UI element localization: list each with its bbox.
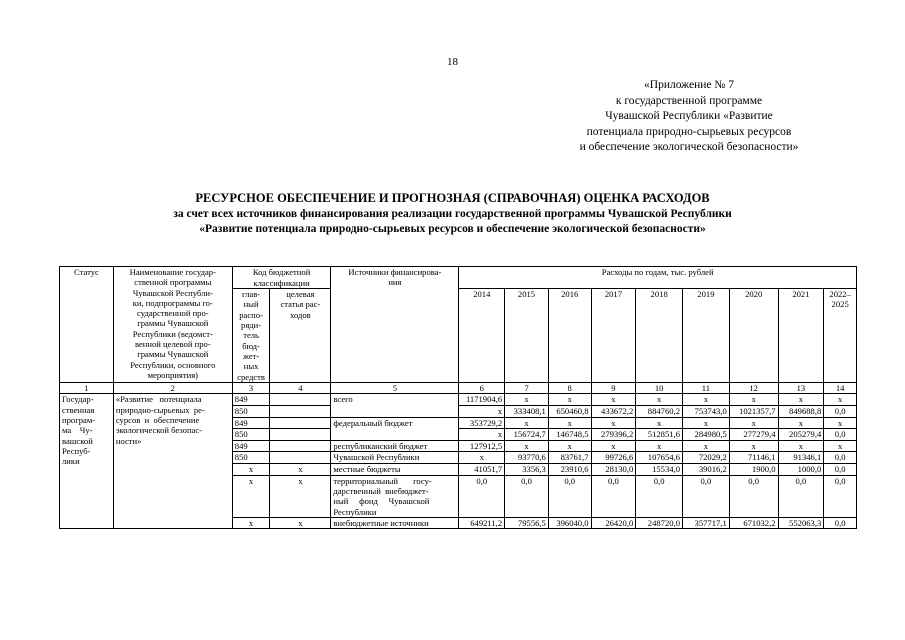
header-target-line: статья рас- (280, 299, 321, 310)
header-sources-line: Источники финансирова- (348, 267, 442, 277)
appendix-line: и обеспечение экологической безопасности» (579, 141, 799, 153)
cell-value: 0,0 (824, 452, 857, 464)
cell-value: x (778, 417, 824, 429)
cell-value: x (591, 417, 636, 429)
document-title (0, 190, 905, 237)
program-name (113, 394, 232, 529)
header-sources-line: ния (388, 277, 402, 288)
cell-value: x (824, 440, 857, 452)
cell-value: 28130,0 (591, 464, 636, 476)
program-status-line: програм- (62, 415, 96, 426)
cell-value: x (459, 429, 505, 441)
cell-value: 0,0 (824, 406, 857, 418)
header-name-line: ственной программы (134, 277, 212, 288)
cell-value: 0,0 (548, 475, 591, 517)
column-number: 2 (113, 382, 232, 394)
cell-value: 3356,3 (505, 464, 549, 476)
cell-value: 396040,0 (548, 517, 591, 529)
program-name-line: природно-сырьевых ре- (115, 404, 205, 415)
header-name-line: Республики, основного (130, 359, 216, 370)
cell-value: 353729,2 (459, 417, 505, 429)
cell-value: x (636, 417, 683, 429)
cell-value: 83761,7 (548, 452, 591, 464)
column-number: 7 (505, 382, 549, 394)
header-main-manager (232, 289, 270, 383)
cell-value: x (824, 394, 857, 406)
table-row (60, 394, 857, 406)
cell-main-manager: x (232, 517, 270, 529)
header-year-range-line: 2025 (831, 299, 849, 310)
cell-value: 884760,2 (636, 406, 683, 418)
cell-value: x (505, 394, 549, 406)
column-number: 9 (591, 382, 636, 394)
header-year: 2017 (591, 289, 636, 383)
column-number: 5 (331, 382, 459, 394)
column-number: 1 (60, 382, 114, 394)
header-name-line: граммы Чувашской (137, 349, 209, 360)
program-status-line: вашской (62, 435, 93, 446)
cell-source-line: ный фонд Чувашской (333, 496, 430, 507)
cell-value: 91346,1 (778, 452, 824, 464)
cell-main-manager: 849 (232, 440, 270, 452)
cell-value: 433672,2 (591, 406, 636, 418)
title-line: за счет всех источников финансирования реализации государственной программы Чувашской Республики (173, 208, 732, 220)
cell-value: 205279,4 (778, 429, 824, 441)
page-number: 18 (447, 56, 458, 68)
cell-value: x (548, 417, 591, 429)
cell-target (270, 440, 331, 452)
cell-value: x (683, 394, 730, 406)
cell-main-manager: 849 (232, 394, 270, 406)
header-status: Статус (60, 267, 114, 383)
cell-main-manager: 849 (232, 417, 270, 429)
cell-value: 1171904,6 (459, 394, 505, 406)
program-name-line: «Развитие потенциала (115, 394, 202, 405)
cell-value: 23910,6 (548, 464, 591, 476)
cell-value: 0,0 (591, 475, 636, 517)
program-status (60, 394, 114, 529)
cell-value: x (683, 440, 730, 452)
cell-value: x (729, 417, 778, 429)
resource-table (59, 266, 857, 529)
cell-value: x (548, 440, 591, 452)
cell-value: 107654,6 (636, 452, 683, 464)
cell-main-manager: 850 (232, 452, 270, 464)
cell-source: местные бюджеты (331, 464, 459, 476)
cell-value: 99726,6 (591, 452, 636, 464)
cell-value: 41051,7 (459, 464, 505, 476)
header-gl-line: бюд- (242, 340, 260, 351)
header-name-line: сударственной про- (137, 308, 209, 319)
cell-value: x (824, 417, 857, 429)
appendix-line: «Приложение № 7 (644, 79, 734, 91)
cell-target: x (270, 464, 331, 476)
cell-value: 650460,8 (548, 406, 591, 418)
cell-target: x (270, 517, 331, 529)
cell-target (270, 394, 331, 406)
column-number-row (60, 382, 857, 394)
cell-value: 333408,1 (505, 406, 549, 418)
appendix-note (539, 78, 839, 156)
cell-source: внебюджетные источники (331, 517, 459, 529)
cell-main-manager: 850 (232, 429, 270, 441)
cell-value: 248720,0 (636, 517, 683, 529)
header-target-article (270, 289, 331, 383)
column-number: 11 (683, 382, 730, 394)
cell-value: x (591, 394, 636, 406)
program-status-line: ма Чу- (62, 425, 93, 436)
cell-value: 0,0 (636, 475, 683, 517)
appendix-line: к государственной программе (615, 94, 763, 107)
appendix-line: потенциала природно-сырьевых ресурсов (586, 125, 792, 138)
cell-value: 284980,5 (683, 429, 730, 441)
header-year: 2021 (778, 289, 824, 383)
cell-source-line: Республики (333, 506, 377, 517)
cell-value: 26420,0 (591, 517, 636, 529)
cell-value: 277279,4 (729, 429, 778, 441)
cell-value: 1900,0 (729, 464, 778, 476)
cell-value: x (636, 394, 683, 406)
header-name (113, 267, 232, 383)
cell-value: x (778, 394, 824, 406)
cell-source: всего (331, 394, 459, 417)
program-status-line: Государ- (62, 394, 94, 405)
header-name-line: Наименование государ- (129, 267, 216, 277)
header-gl-line: глав- (242, 289, 261, 300)
cell-main-manager: x (232, 475, 270, 517)
header-name-line: граммы Чувашской (137, 318, 209, 329)
header-gl-line: ряди- (241, 320, 262, 331)
cell-value: 1021357,7 (729, 406, 778, 418)
cell-value: x (636, 440, 683, 452)
header-sources (331, 267, 459, 383)
cell-value: x (459, 452, 505, 464)
header-name-line: Республики (ведомст- (132, 328, 213, 339)
cell-value: 0,0 (824, 464, 857, 476)
header-year: 2019 (683, 289, 730, 383)
cell-value: 0,0 (505, 475, 549, 517)
header-gl-line: распо- (239, 309, 263, 320)
program-name-line: экологической безопас- (115, 425, 203, 436)
header-gl-line: ный (243, 299, 259, 310)
cell-source: республиканский бюджет (331, 440, 459, 452)
header-name-line: мероприятия) (147, 369, 199, 380)
column-number: 6 (459, 382, 505, 394)
cell-value: 512851,6 (636, 429, 683, 441)
cell-value: 552063,3 (778, 517, 824, 529)
header-name-line: ки, подпрограммы го- (132, 297, 213, 308)
column-number: 10 (636, 382, 683, 394)
cell-value: x (459, 406, 505, 418)
header-gl-line: жет- (242, 350, 260, 361)
column-number: 3 (232, 382, 270, 394)
cell-value: 0,0 (824, 517, 857, 529)
cell-value: 15534,0 (636, 464, 683, 476)
cell-value: 0,0 (778, 475, 824, 517)
cell-value: 39016,2 (683, 464, 730, 476)
cell-value: 0,0 (459, 475, 505, 517)
header-year: 2018 (636, 289, 683, 383)
header-year: 2015 (505, 289, 549, 383)
program-name-line: сурсов и обеспечение (115, 415, 200, 426)
header-year: 2020 (729, 289, 778, 383)
cell-main-manager: x (232, 464, 270, 476)
header-year-range (824, 289, 857, 383)
cell-value: 753743,0 (683, 406, 730, 418)
cell-value: x (729, 440, 778, 452)
cell-value: x (505, 440, 549, 452)
program-status-line: Респуб- (62, 445, 91, 456)
header-gl-line: тель (243, 330, 259, 341)
cell-value: 71146,1 (729, 452, 778, 464)
cell-target (270, 429, 331, 441)
cell-value: 127912,5 (459, 440, 505, 452)
program-status-line: лики (62, 456, 80, 467)
cell-value: x (548, 394, 591, 406)
cell-value: x (591, 440, 636, 452)
cell-source: федеральный бюджет (331, 417, 459, 440)
cell-target (270, 406, 331, 418)
cell-value: 671032,2 (729, 517, 778, 529)
header-budget-code: Код бюджетной классификации (232, 267, 331, 289)
cell-target: x (270, 475, 331, 517)
header-year: 2014 (459, 289, 505, 383)
title-line: «Развитие потенциала природно-сырьевых ресурсов и обеспечение экологической безопасности» (199, 223, 706, 235)
cell-target (270, 452, 331, 464)
header-target-line: целевая (286, 289, 315, 300)
cell-source-line: территориальный госу- (333, 475, 432, 486)
header-name-line: венной целевой про- (134, 339, 211, 350)
cell-value: 146748,5 (548, 429, 591, 441)
cell-value: 1000,0 (778, 464, 824, 476)
cell-value: x (729, 394, 778, 406)
header-expenses: Расходы по годам, тыс. рублей (459, 267, 857, 289)
cell-value: x (778, 440, 824, 452)
cell-value: 79556,5 (505, 517, 549, 529)
header-name-line: Чувашской Республи- (132, 287, 213, 298)
cell-main-manager: 850 (232, 406, 270, 418)
column-number: 4 (270, 382, 331, 394)
column-number: 14 (824, 382, 857, 394)
appendix-line: Чувашской Республики «Развитие (605, 110, 773, 122)
cell-target (270, 417, 331, 429)
cell-value: 156724,7 (505, 429, 549, 441)
cell-value: x (505, 417, 549, 429)
column-number: 12 (729, 382, 778, 394)
cell-source (331, 475, 459, 517)
program-status-line: ственная (62, 404, 95, 415)
cell-value: 279396,2 (591, 429, 636, 441)
header-gl-line: средств (237, 371, 265, 382)
cell-value: 0,0 (824, 429, 857, 441)
header-gl-line: ных (243, 361, 259, 372)
title-line: РЕСУРСНОЕ ОБЕСПЕЧЕНИЕ И ПРОГНОЗНАЯ (СПРАВОЧНАЯ) ОЦЕНКА РАСХОДОВ (195, 191, 710, 205)
cell-value: 649211,2 (459, 517, 505, 529)
column-number: 13 (778, 382, 824, 394)
cell-value: 0,0 (729, 475, 778, 517)
program-name-line: ности» (115, 435, 142, 446)
header-year: 2016 (548, 289, 591, 383)
cell-value: 0,0 (683, 475, 730, 517)
cell-value: 93770,6 (505, 452, 549, 464)
cell-value: x (683, 417, 730, 429)
cell-value: 849688,8 (778, 406, 824, 418)
cell-source: Чувашской Республики (331, 452, 459, 464)
header-target-line: ходов (289, 309, 311, 320)
cell-value: 357717,1 (683, 517, 730, 529)
cell-value: 0,0 (824, 475, 857, 517)
cell-source-line: дарственный внебюджет- (333, 485, 429, 496)
column-number: 8 (548, 382, 591, 394)
cell-value: 72029,2 (683, 452, 730, 464)
header-year-range-line: 2022– (829, 289, 851, 300)
